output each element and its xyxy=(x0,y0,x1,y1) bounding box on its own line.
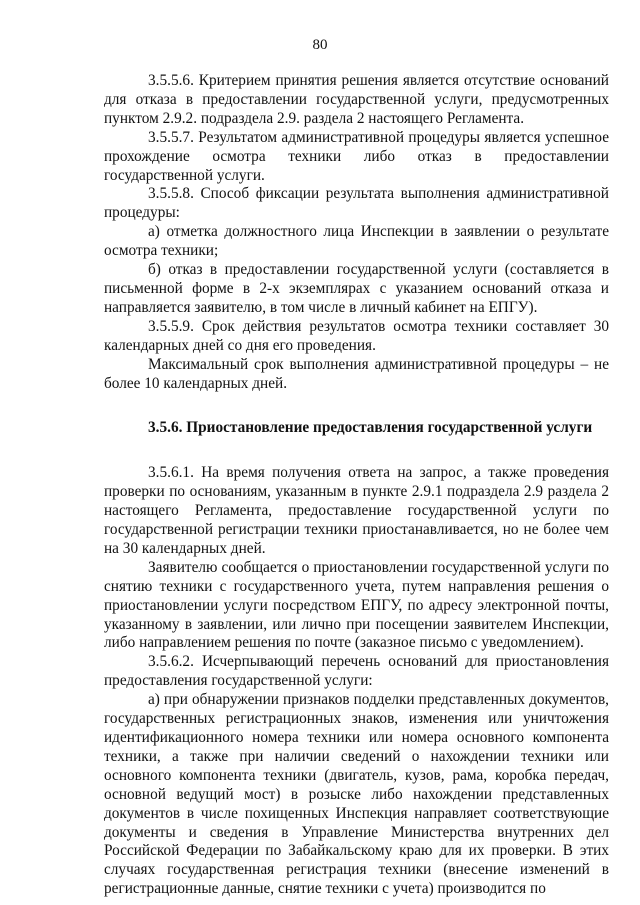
paragraph-3-5-5-7: 3.5.5.7. Результатом административной процедуры является успешное прохождение осмотра техники либо отказ в предоставлении государственной услуги. xyxy=(104,128,609,184)
paragraph-3-5-6-2: 3.5.6.2. Исчерпывающий перечень оснований для приостановления предоставления государственной услуги: xyxy=(104,653,609,690)
list-item-b: б) отказ в предоставлении государственной услуги (составляется в письменной форме в 2-х экземплярах с указанием оснований отказа и направляется заявителю, в том числе в личный кабинет на ЕПГУ). xyxy=(104,261,609,316)
paragraph-applicant-notice: Заявителю сообщается о приостановлении государственной услуги по снятию техники с государственного учета, путем направления решения о приостановлении услуги посредством ЕПГУ, по адресу электронной почты, указанному в заявлении, или лично при посещении заявителем Инспекции, либо направлением решения по почте (заказное письмо с уведомлением). xyxy=(104,558,609,652)
section-heading-3-5-6: 3.5.6. Приостановление предоставления государственной услуги xyxy=(148,419,593,437)
paragraph-3-5-5-9: 3.5.5.9. Срок действия результатов осмотра техники составляет 30 календарных дней со дня его проведения. xyxy=(104,317,609,354)
list-item-a-suspension: а) при обнаружении признаков подделки представленных документов, государственных регистрационных знаков, изменения или уничтожения идентификационного номера техники или номера основного компонента техники, а также при наличии сведений о нахождении техники или основного компонента техники (двигатель, кузов, рама, коробка передач, основной ведущий мост) в розыске либо нахождении представленных документов в числе похищенных Инспекция направляет соответствующие документы и сведения в Управление Министерства внутренних дел Российской Федерации по Забайкальскому краю для их проверки. В этих случаях государственная регистрация техники (внесение изменений в регистрационные данные, снятие техники с учета) производится по xyxy=(104,691,609,898)
paragraph-3-5-6-1: 3.5.6.1. На время получения ответа на запрос, а также проведения проверки по основаниям, указанным в пункте 2.9.1 подраздела 2.9 раздела 2 настоящего Регламента, предоставление государственной услуги по государственной регистрации техники приостанавливается, но не более чем на 30 календарных дней. xyxy=(104,464,609,557)
document-body xyxy=(104,72,609,899)
paragraph-max-term: Максимальный срок выполнения административной процедуры – не более 10 календарных дней. xyxy=(104,355,609,392)
paragraph-3-5-5-6: 3.5.5.6. Критерием принятия решения является отсутствие оснований для отказа в предоставлении государственной услуги, предусмотренных пунктом 2.9.2. подраздела 2.9. раздела 2 настоящего Регламента. xyxy=(104,72,609,127)
page-number: 80 xyxy=(312,37,328,53)
list-item-a: а) отметка должностного лица Инспекции в заявлении о результате осмотра техники; xyxy=(104,223,609,260)
paragraph-3-5-5-8: 3.5.5.8. Способ фиксации результата выполнения административной процедуры: xyxy=(104,185,609,222)
